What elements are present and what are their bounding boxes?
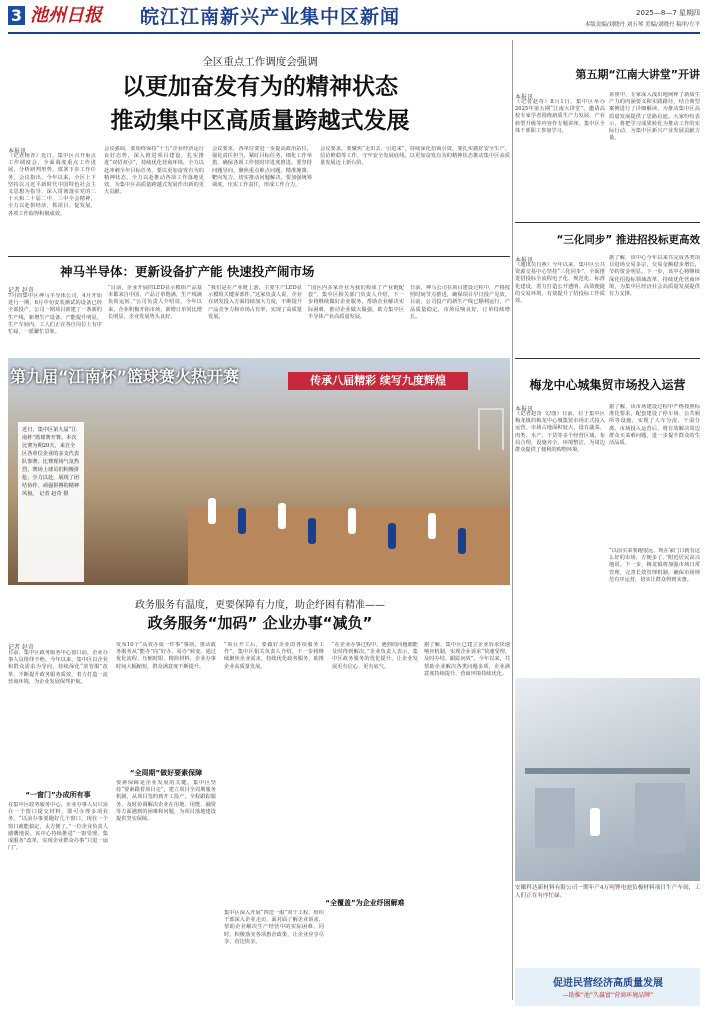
service-subhead-2: “全周期”做好要素保障 [129, 769, 203, 777]
caption-text: 近日，集中区第九届“江南杯”篮球赛开赛。本次比赛为期20天，来自全区各单位企业的多支代表队参赛。比赛现场气氛热烈，赛场上球员们积极拼抢、全力以赴，展现了团结协作、顽强拼搏的精神风貌。 [22, 427, 80, 497]
bidding-column-2: 据了解，该中心今年以来共完成各类项目进场交易多宗，交易金额稳步增长，节约资金明显。下一步，该中心将继续深化招投标领域改革，持续优化营商环境，为集中区经济社会高质量发展提供有力支撑。 [609, 255, 700, 298]
factory-photo-caption: 安徽科达新材料有限公司一期年产4万吨锂电池负极材料项目生产车间，工人们正在有序忙碌。 [515, 885, 700, 899]
promo-banner-subtitle: —助推“池”久赢富“营商环境品牌” [562, 992, 654, 999]
semiconductor-column-3: “我们是在产业链上游，主要生产LED显示模组关键零部件。”这家负责人说，企业在研发投入方面持续加大力度，不断提升产品竞争力和市场占有率，实现了高质量发展。 [208, 285, 302, 320]
section-title: 皖江江南新兴产业集中区新闻 [140, 6, 401, 28]
lead-headline-line1: 以更加奋发有为的精神状态 [122, 74, 398, 100]
player-figure [388, 523, 396, 549]
lead-column-2: 会议强调，要始终保持“十五”企业经济运行良好态势，深入推进项目建设，扎实推进“双招双引”，持续优化营商环境，全力以赴冲刺全年目标任务。要以更加奋发有为的精神状态，全力以赴推动各项工作落地见效，为集中区高质量跨越式发展作出新的更大贡献。 [104, 146, 204, 196]
player-figure [278, 503, 286, 529]
service-column-7: “在企业办事过程中，遇到的问题都能及时得到解决。”企业负责人表示，集中区政务服务的优化提升，让企业发展更有信心、更有底气。 [332, 642, 418, 670]
newspaper-logo: 池州日报 [30, 5, 102, 26]
worker-figure [590, 808, 600, 836]
player-figure [208, 498, 216, 524]
mall-column-3: “以前买菜要跑很远，现在家门口就有这么好的市场，方便多了。”附近居民高兴地说。下一步，梅龙镇将加强市场日常管理，完善长效管理机制，确保市场规范有序运营，切实让群众得到实惠。 [609, 548, 700, 583]
machine-block [635, 783, 685, 853]
semiconductor-column-5: 日前，神马公司在项目建设过程中，严格按照时间节点推进，确保项目早日投产见效。目前，公司投产的新生产线已顺利运行，产品质量稳定，市场反响良好，订单持续增长。 [410, 285, 510, 320]
player-figure [348, 508, 356, 534]
service-column-1: 日前，集中区政务服务中心窗口前，企业办事人员络绎不绝。今年以来，集中区以企业和群众需求为导向，持续深化“放管服”改革，不断提升政务服务质效，着力打造一流营商环境，为企业发展保驾护航。 [8, 650, 108, 685]
basketball-hoop-icon [478, 408, 504, 450]
lecture-column-1: （记者赵奇）8月1日，集中区举办2025年第五期“江南大讲堂”。邀请高校专家学者围绕新质生产力发展、产业转型升级等内容作专题讲座。集中区全体干部职工参加学习。 [515, 99, 605, 134]
page-number-badge: 3 [8, 6, 25, 25]
promo-banner-title: 促进民营经济高质量发展 [553, 978, 663, 989]
lead-headline-line2: 推动集中区高质量跨越式发展 [110, 108, 410, 134]
player-figure [308, 518, 316, 544]
mall-byline: 本报讯 [515, 406, 534, 413]
mall-column-1: （记者赵奇 文/图）日前，位于集中区梅龙镇的梅龙中心城集贸市场正式投入运营。市场占地面积较大，设有蔬菜、肉类、水产、干货等多个经营区域，布局合理，设施齐全，环境整洁，为周边群众提供了便利的购物环境。 [515, 411, 605, 454]
service-column-3: 发布10个“高效办成一件事”事项，推动政务服务从“能办”向“好办、易办”转变。通过优化流程、压缩时限、精简材料，企业办事时间大幅缩短，群众满意度不断提升。 [116, 642, 216, 670]
lead-column-3: 会议要求，各单位要进一步提高政治站位，强化责任担当，紧盯目标任务，细化工作举措，确保各项工作按时序进度推进。要坚持问题导向，聚焦重点难点问题，精准施策、靶向发力，切实推动问题解决。要加强统筹调度，压实工作责任，形成工作合力。 [212, 146, 312, 189]
semiconductor-headline: 神马半导体：更新设备扩产能 快速投产闹市场 [60, 264, 315, 279]
factory-photo [515, 678, 700, 881]
service-subhead-3: “全覆盖”为企业纾困解难 [325, 899, 405, 907]
divider [515, 222, 700, 223]
service-headline: 政务服务“加码” 企业办事“减负” [147, 614, 373, 632]
semiconductor-byline: 记者 赵奇 [8, 287, 34, 294]
lead-column-4: 会议要求，要聚焦“走出去、引进来”，持续深化招商引资。要扎实做好安全生产、信访维稳等工作，守牢安全发展底线，以更加奋发有为的精神状态推动集中区高质量发展迈上新台阶。 [320, 146, 510, 167]
semiconductor-column-2: “目前，企业开展的LED显示模组产品基本都来自中国，产品订单饱满，生产线满负荷运转。”公司负责人介绍说，今年以来，企业积极开拓市场，新增订单同比增长明显，企业发展势头良好。 [108, 285, 202, 320]
mall-column-2: 据了解，该市场建设过程中严格按照标准化要求，配套建设了停车场、公共厕所等设施，实现了人车分流、干湿分离。市场投入运营后，将有效解决周边群众买菜难问题，进一步提升群众的生活品质。 [609, 404, 700, 447]
issue-date: 2025—8—7 星期四 [636, 9, 700, 17]
service-column-5: “项目开工后，要做好企业的各项服务工作”，集中区相关负责人介绍，下一步将继续聚焦企业需求，持续优化政务服务，助推企业高质量发展。 [224, 642, 324, 670]
arena-banner-text: 传承八届精彩 续写九度辉煌 [310, 374, 446, 387]
header-rule [8, 32, 700, 34]
service-subhead-1: “一窗门”办成所有事 [25, 791, 91, 799]
bidding-headline: “三化同步” 推进招投标更高效 [556, 234, 700, 246]
service-column-6: 集中区深入开展“四送一服”双千工程，组织干部深入企业走访，面对面了解企业诉求，帮助企业解决生产经营中的实际困难。同时，积极落实各项惠企政策，让企业应享尽享、直达快享。 [224, 910, 324, 945]
player-figure [458, 528, 466, 554]
basketball-photo-caption [22, 426, 80, 498]
semiconductor-column-1: 7月的集中区神马半导体公司，4月开始进行一期、6月中旬安装测试的设备已经全部投产。公司一期项目新建了一条新的生产线，新增生产设备，产能提升明显。生产车间内，工人们正在各自岗位上有序忙碌，一派繁忙景象。 [8, 293, 102, 336]
service-column-4: 要素保障是企业发展的关键。集中区坚持“要素跟着项目走”，建立项目全周期服务机制，从项目签约到开工投产，全程跟踪服务，及时协调解决企业在用地、用能、融资等方面遇到的困难和问题，为项目落地建设提供坚实保障。 [116, 780, 216, 823]
machine-block [535, 788, 575, 848]
machine-rail [525, 768, 690, 774]
lead-kicker: 全区重点工作调度会强调 [202, 56, 318, 68]
player-figure [428, 513, 436, 539]
divider [515, 358, 700, 359]
mall-headline: 梅龙中心城集贸市场投入运营 [529, 378, 686, 392]
editor-credits: 本版责编/刘晓丹 刘五琴 美编/刘晓丹 稿审/左平 [584, 22, 700, 28]
column-divider [512, 40, 513, 1000]
bidding-byline: 本报讯 [515, 257, 534, 264]
arena-banner [288, 372, 468, 390]
lecture-byline: 本报讯 [515, 94, 534, 101]
service-column-8: 据了解，集中区已建立企业诉求快速响应机制，实现企业诉求“快速受理、及时办结、跟踪问效”。今年以来，共帮助企业解决各类问题多项，企业满意度持续提升，营商环境持续优化。 [424, 642, 510, 677]
lead-column-1: （记者杨青）近日，集中区召开重点工作调度会，全面调度重点工作进展，分析研判形势，部署下步工作任务。会议指出，今年以来，全区上下坚持以习近平新时代中国特色社会主义思想为指导，深入贯彻落实党的二十大和二十届二中、三中全会精神，全力以赴拼经济、抓项目、促发展，各项工作取得积极成效。 [8, 153, 96, 217]
service-kicker: 政务服务有温度，更要保障有力度，助企纾困有精准—— [135, 600, 385, 611]
lead-byline: 本报讯 [8, 148, 27, 155]
lecture-headline: 第五期“江南大讲堂”开讲 [575, 68, 700, 81]
service-byline: 记者 赵奇 [8, 644, 34, 651]
player-figure [238, 508, 246, 534]
bidding-column-1: （通讯员肖燕）今年以来，集中区公共资源交易中心坚持“三化同步”，全面推进招投标全流程电子化、规范化、标准化建设，着力打造公开透明、高效便捷的交易环境，有效提升了招投标工作质效。 [515, 262, 605, 305]
caption-byline: 记者 赵奇 摄 [39, 491, 69, 497]
lecture-column-2: 讲座中，专家深入浅出地阐释了新质生产力的内涵要义和实践路径，结合典型案例进行了详细解读，为推动集中区高质量发展提供了思路启迪。大家纷纷表示，将把学习成果转化为推动工作的实际行动，为集中区新兴产业发展贡献力量。 [609, 92, 700, 142]
divider [8, 256, 510, 257]
service-column-2: 在集中区政务服务中心，企业办事人员只需在一个窗口提交材料，即可办理多项业务。“以前办事要跑好几个窗口，现在一个窗口就能搞定，太方便了。”一位企业负责人感慨地说。该中心持续推进“一窗受理、集成服务”改革，实现企业群众办事“只进一扇门”。 [8, 802, 108, 852]
basketball-photo-headline: 第九届“江南杯”篮球赛火热开赛 [10, 367, 240, 386]
semiconductor-column-4: “国区内多家企业为我们构成了产业链配套”，集中区相关部门负责人介绍，下一步将继续做好企业服务，帮助企业解决实际困难，推动企业做大做强，助力集中区半导体产业高质量发展。 [308, 285, 404, 320]
